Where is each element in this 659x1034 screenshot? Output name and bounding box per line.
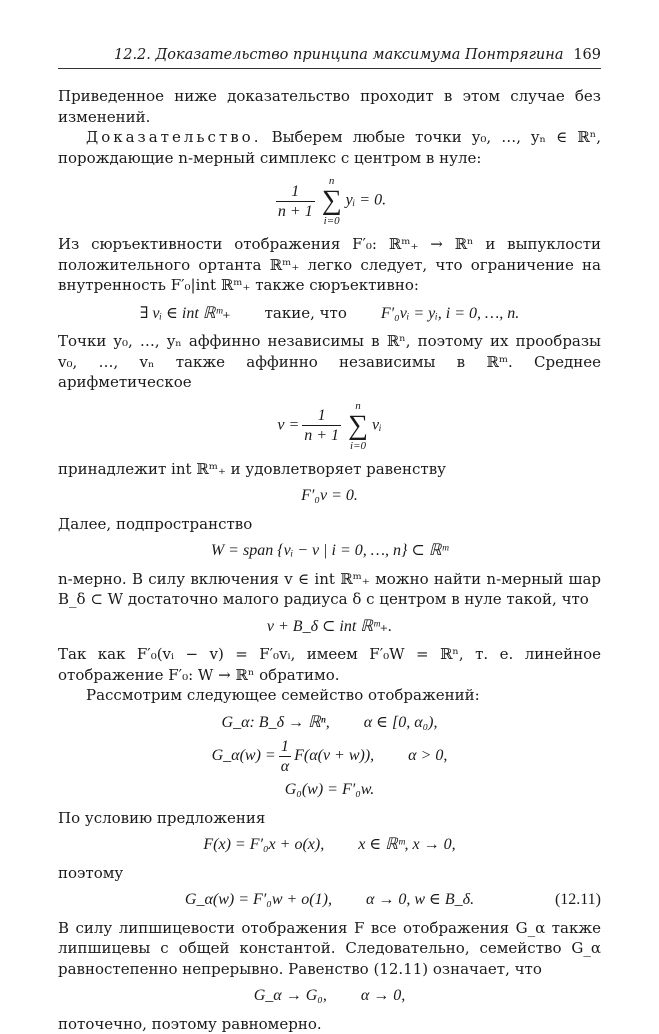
paragraph: Точки y₀, …, yₙ аффинно независимы в ℝⁿ, поэтому их прообразы v₀, …, vₙ также аффинно независимы в ℝᵐ. Среднее арифметическое xyxy=(58,331,601,393)
header-rule xyxy=(58,68,601,69)
g-expansion-equation: G_α(w) = F′₀w + o(1), α → 0, w ∈ B_δ. (12.11) xyxy=(58,890,601,911)
surjectivity-equation: ∃ vᵢ ∈ int ℝᵐ₊ такие, что F′₀vᵢ = yᵢ, i = 0, …, n. xyxy=(58,303,601,325)
family-equations xyxy=(58,713,601,801)
page-number: 169 xyxy=(573,47,601,63)
paragraph: поэтому xyxy=(58,863,601,884)
paragraph: Из сюръективности отображения F′₀: ℝᵐ₊ → ℝⁿ и выпуклости положительного ортанта ℝᵐ₊ легко следует, что ограничение на внутренность F′₀|int ℝᵐ₊ также сюръективно: xyxy=(58,234,601,296)
family-line-2: G_α(w) = $\frac{1}{\alpha}$ F(α(v + w)), α > 0, xyxy=(58,737,601,776)
paragraph: Так как F′₀(vᵢ − v) = F′₀vᵢ, имеем F′₀W = ℝⁿ, т. е. линейное отображение F′₀: W → ℝⁿ обратимо. xyxy=(58,644,601,685)
proof-paragraph xyxy=(58,127,601,168)
paragraph: принадлежит int ℝᵐ₊ и удовлетворяет равенству xyxy=(58,459,601,480)
paragraph: Приведенное ниже доказательство проходит в этом случае без изменений. xyxy=(58,86,601,127)
taylor-equation: F(x) = F′₀x + o(x), x ∈ ℝᵐ, x → 0, xyxy=(58,835,601,856)
page-header xyxy=(58,47,601,67)
centroid-rhs: yᵢ = 0. xyxy=(346,192,386,209)
proof-label: Доказательство. xyxy=(86,128,261,146)
fraction: $\frac{1}{n + 1}$ xyxy=(276,182,315,221)
paragraph: Далее, подпространство xyxy=(58,514,601,535)
family-line-1: G_α: B_δ → ℝⁿ, α ∈ [0, α₀), xyxy=(58,713,601,734)
sum-sign: n ∑ i=0 xyxy=(348,400,368,452)
paragraph: Рассмотрим следующее семейство отображений: xyxy=(58,685,601,706)
running-title: 12.2. Доказательство принципа максимума Понтрягина xyxy=(114,47,563,63)
limit-equation: G_α → G₀, α → 0, xyxy=(58,986,601,1007)
fraction: $\frac{1}{\alpha}$ xyxy=(279,737,291,776)
sum-sign: n ∑ i=0 xyxy=(322,175,342,227)
paragraph: В силу липшицевости отображения F все отображения G_α также липшицевы с общей константой. Следовательно, семейство G_α равностепенно непрерывно. Равенство (12.11) означает, что xyxy=(58,918,601,980)
equation-number: (12.11) xyxy=(555,890,601,911)
paragraph: поточечно, поэтому равномерно. xyxy=(58,1014,601,1034)
span-equation: W = span {vᵢ − v | i = 0, …, n} ⊂ ℝᵐ xyxy=(58,541,601,562)
zero-equation: F′₀v = 0. xyxy=(58,486,601,507)
paragraph: n-мерно. В силу включения v ∈ int ℝᵐ₊ можно найти n-мерный шар B_δ ⊂ W достаточно малого радиуса δ с центром в нуле такой, что xyxy=(58,569,601,610)
ball-equation: v + B_δ ⊂ int ℝᵐ₊. xyxy=(58,617,601,638)
proof-text: Выберем любые точки y₀, …, yₙ ∈ ℝⁿ, порождающие n-мерный симплекс с центром в нуле: xyxy=(58,128,601,167)
fraction: $\frac{1}{n + 1}$ xyxy=(302,406,341,445)
body-text xyxy=(58,86,601,1034)
paragraph: По условию предложения xyxy=(58,808,601,829)
family-line-3: G₀(w) = F′₀w. xyxy=(58,780,601,801)
mean-equation: v = $\frac{1}{n + 1}$ n ∑ i=0 vᵢ xyxy=(58,400,601,452)
centroid-equation xyxy=(58,175,601,227)
